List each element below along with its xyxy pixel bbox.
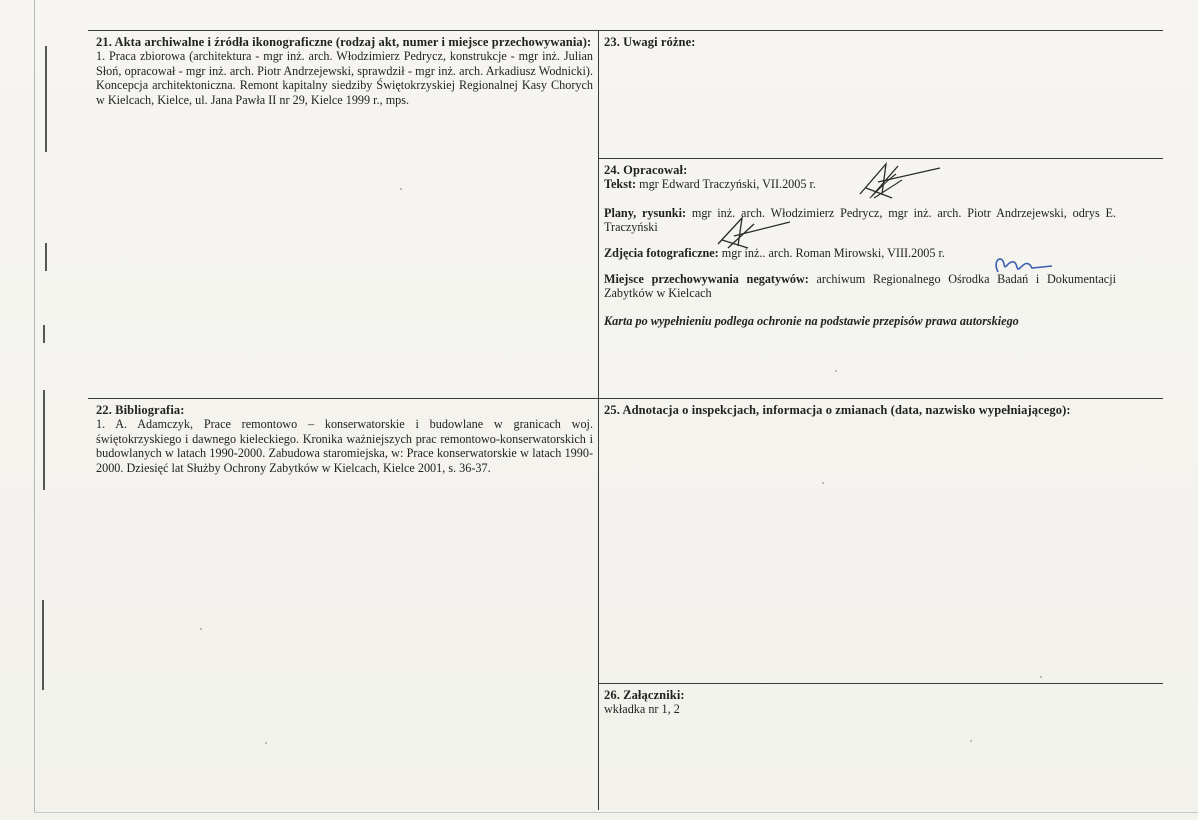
copyright-note: Karta po wypełnieniu podlega ochronie na podstawie przepisów prawa autorskiego [604,313,1019,328]
margin-mark [45,46,47,152]
table-top-border [88,30,1163,31]
section-26-heading: 26. Załączniki: [604,688,685,702]
plans-value: mgr inż. arch. Włodzimierz Pedrycz, mgr inż. arch. Piotr Andrzejewski, odrys E. Traczyński [604,205,1117,235]
signature-text-author [852,158,942,206]
negatives-label: Miejsce przechowywania negatywów: [604,272,809,287]
scan-speck [970,740,972,742]
section-21-body: 1. Praca zbiorowa (architektura - mgr inż. arch. Włodzimierz Pedrycz, konstrukcje - mgr inż. Julian Słoń, opracował - mgr inż. arch. Piotr Andrzejewski, sprawdził - mgr inż. arch. Arkadiusz Wodnicki). Koncepcja architektoniczna. Remont kapitalny siedziby Świętokrzyskiej Regionalnej Kasy Chorych w Kielcach, Kielce, ul. Jana Pawła II nr 29, Kielce 1999 r., mps. [96,49,593,107]
section-21-heading: 21. Akta archiwalne i źródła ikonograficzne (rodzaj akt, numer i miejsce przechowywania): [96,35,592,49]
section-26-body: wkładka nr 1, 2 [604,702,680,717]
table-divider-middle [88,398,1163,399]
section-26 [604,688,1144,717]
text-value: mgr Edward Traczyński, VII.2005 r. [639,177,816,192]
section-22 [96,403,593,475]
scan-speck [822,482,824,484]
section-21 [96,35,593,107]
scan-speck [1040,676,1042,678]
text-label: Tekst: [604,177,637,192]
section-23-heading: 23. Uwagi różne: [604,35,696,49]
section-23 [604,35,1159,49]
section-22-heading: 22. Bibliografia: [96,403,185,417]
section-22-body: 1. A. Adamczyk, Prace remontowo – konserwatorskie i budowlane w granicach woj. świętokrzyskiego i dawnego kieleckiego. Kronika ważniejszych prac remontowo-konserwatorskich i budowlanych w latach 1990-2000. Zabudowa staromiejska, w: Prace konserwatorskie w latach 1990-2000. Dziesięć lat Służby Ochrony Zabytków w Kielcach, Kielce 2001, s. 36-37. [96,417,593,475]
table-center-divider [598,30,599,810]
section-24-plans [604,206,1116,235]
scan-speck [835,370,837,372]
page-bottom-edge [34,812,1198,813]
page-left-edge [34,0,35,812]
margin-mark [43,390,45,490]
scan-speck [400,188,402,190]
section-25 [604,403,1116,417]
margin-mark [42,600,44,690]
margin-mark [45,243,47,271]
negatives-value: archiwum Regionalnego Ośrodka Badań i Dokumentacji Zabytków w Kielcach [604,272,1116,301]
plans-label: Plany, rysunki: [604,205,687,220]
photos-value: mgr inż.. arch. Roman Mirowski, VIII.2005 r. [721,245,945,260]
signature-plans-author [712,214,792,254]
scan-speck [265,742,267,744]
signature-photos-author [990,250,1060,280]
scan-speck [200,628,202,630]
section-25-heading: 25. Adnotacja o inspekcjach, informacja o zmianach (data, nazwisko wypełniającego): [604,403,1071,417]
photos-label: Zdjęcia fotograficzne: [604,245,719,260]
section-24-heading: 24. Opracował: [604,163,688,177]
table-divider-26 [598,683,1163,684]
margin-mark [43,325,45,343]
